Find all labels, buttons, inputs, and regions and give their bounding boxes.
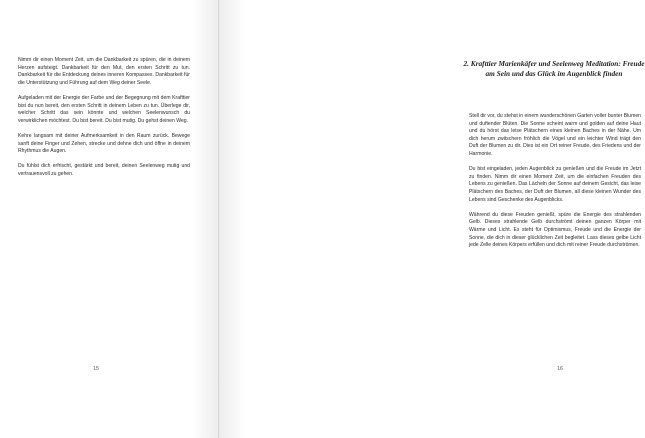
right-page [219, 0, 645, 438]
paragraph: Stell dir vor, du stehst in einem wunderschönen Garten voller bunter Blumen und duftender Blüten. Die Sonne scheint warm und golden auf deine Haut und du hörst das leise Plätschern eines kleinen Baches in der Nähe. Um dich herum zwitschern fröhlich die Vögel und ein leichter Wind trägt den Duft der Blumen zu dir. Dies ist ein Ort reiner Freude, des Friedens und der Harmonie. [469, 113, 641, 157]
left-page-body [18, 57, 190, 186]
paragraph: Kehre langsam mit deiner Aufmerksamkeit in den Raum zurück. Bewege sanft deine Finger und Zehen, strecke und dehne dich und öffne in deinem Rhythmus die Augen. [18, 132, 190, 155]
paragraph: Du bist eingeladen, jeden Augenblick zu genießen und die Freude im Jetzt zu finden. Nimm dir einen Moment Zeit, um die einfachen Freuden des Lebens zu genießen. Das Lächeln der Sonne auf deinem Gesicht, das leise Plätschern des Baches, der Duft der Blumen, all diese kleinen Wunder des Lebens sind Geschenke des Augenblicks. [469, 166, 641, 203]
paragraph: Du fühlst dich erfrischt, gestärkt und bereit, deinen Seelenweg mutig und vertrauensvoll zu gehen. [18, 163, 190, 177]
left-page [0, 0, 219, 438]
chapter-heading: 2. Krafttier Marienkäfer und Seelenweg Meditation: Freude am Sein und das Glück im Augenblick finden [463, 59, 645, 78]
paragraph: Aufgeladen mit der Energie der Farbe und der Begegnung mit dem Krafttier bist du nun bereit, den ersten Schritt in deinem Leben zu tun. Überlege dir, welcher Schritt das sein könnte und welchen Seelenwunsch du verwirklichen möchtest. Du bist bereit. Du bist mutig. Du gehst deinen Weg. [18, 94, 190, 124]
right-page-body [469, 113, 641, 257]
paragraph: Während du diese Freuden genießt, spüre die Energie des strahlenden Gelb. Dieses strahlende Gelb durchströmt deinen ganzen Körper mit Wärme und Licht. Es steht für Optimismus, Freude und die Energie der Sonne, die dich in dieser glücklichen Zeit begleitet. Lass dieses gelbe Licht jede Zelle deines Körpers erfüllen und dich mit reiner Freude durchströmen. [469, 211, 641, 249]
paragraph: Nimm dir einen Moment Zeit, um die Dankbarkeit zu spüren, die in deinem Herzen aufsteigt. Dankbarkeit für den Mut, den ersten Schritt zu tun. Dankbarkeit für die Entdeckung deines inneren Kompasses. Dankbarkeit für die Unterstützung und Führung auf dem Weg deiner Seele. [18, 57, 190, 86]
page-number: 16 [557, 366, 563, 372]
page-number: 15 [93, 366, 99, 372]
